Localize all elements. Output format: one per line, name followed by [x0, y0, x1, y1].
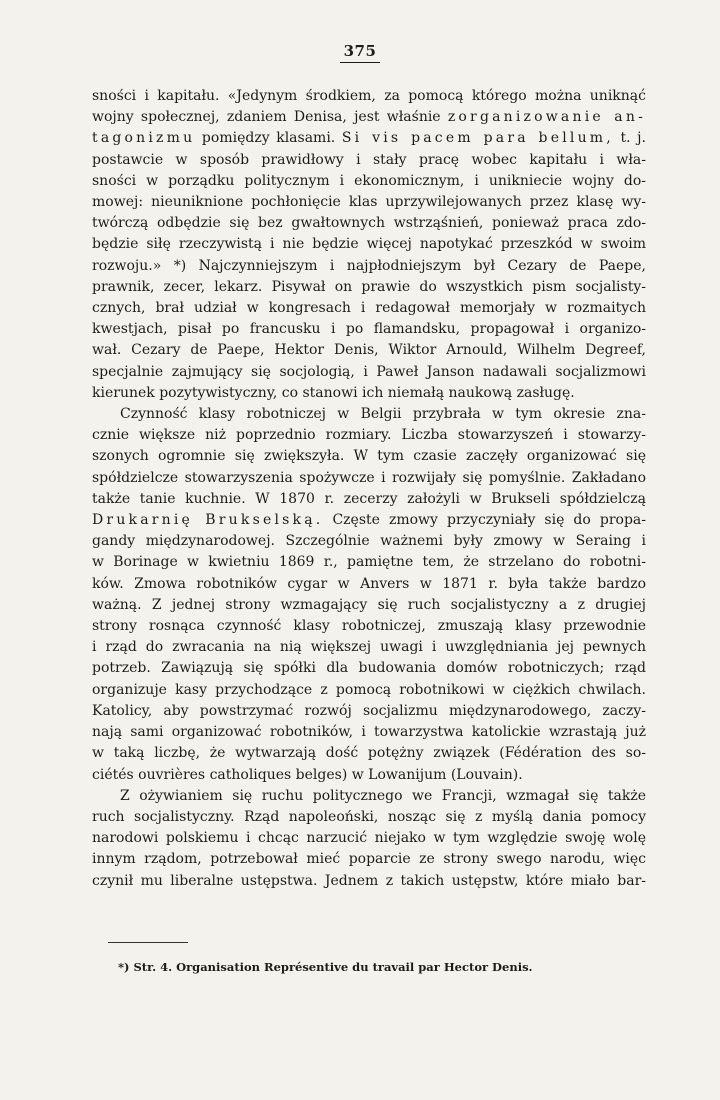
text-line: [92, 531, 646, 552]
line-segment: spółdzielcze stowarzyszenia spożywcze i rozwijały się pomyślnie. Zakładano: [92, 469, 646, 486]
footnote: *) Str. 4. Organisation Représentive du travail par Hector Denis.: [118, 960, 533, 974]
text-line: [92, 616, 646, 637]
line-segment: szonych ogromnie się zwiększyła. W tym czasie zaczęły organizować się: [92, 448, 646, 465]
line-segment: pomiędzy klasami.: [195, 130, 342, 147]
line-segment: w Borinage w kwietniu 1869 r., pamiętne tem, że strzelano do robotni-: [92, 554, 646, 571]
line-segment: narodowi polskiemu i chcąc narzucić niejako w tym względzie swoję wolę: [92, 830, 646, 847]
text-line: [92, 658, 646, 679]
line-segment: organizuje kasy przychodzące z pomocą robotnikowi w ciężkich chwilach.: [92, 681, 646, 698]
text-line: [92, 468, 646, 489]
text-line: [92, 298, 646, 319]
line-segment: cznych, brał udział w kongresach i redagował memorjały w rozmaitych: [92, 300, 646, 317]
paragraph: [92, 786, 646, 892]
text-line: [92, 277, 646, 298]
line-segment: czynił mu liberalne ustępstwa. Jednem z takich ustępstw, które miało bar-: [92, 872, 646, 889]
text-line: [92, 743, 646, 764]
line-segment: gandy międzynarodowej. Szczególnie ważnemi były zmowy w Seraing i: [92, 533, 646, 550]
line-segment: ważną. Z jednej strony wzmagający się ruch socjalistyczny a z drugiej: [92, 596, 646, 613]
line-segment: także tanie kuchnie. W 1870 r. zecerzy założyli w Brukseli spółdzielczą: [92, 490, 646, 507]
line-segment: Czynność klasy robotniczej w Belgii przybrała w tym okresie zna-: [120, 406, 646, 423]
line-segment: nają sami organizować robotników, i towarzystwa katolickie wzrastają już: [92, 724, 646, 741]
text-line: [92, 489, 646, 510]
spaced-emphasis: zorganizowanie an-: [447, 109, 646, 126]
text-line: [92, 171, 646, 192]
line-segment: potrzeb. Zawiązują się spółki dla budowania domów robotniczych; rząd: [92, 660, 646, 677]
text-line: [92, 595, 646, 616]
text-line: [92, 383, 646, 404]
line-segment: specjalnie zajmujący się socjologią, i Paweł Janson nadawali socjalizmowi: [92, 363, 646, 380]
line-segment: rozwoju.» *) Najczynniejszym i najpłodniejszym był Cezary de Paepe,: [92, 257, 646, 274]
line-segment: Z ożywianiem się ruchu politycznego we Francji, wzmagał się także: [120, 787, 646, 804]
line-segment: postawcie w sposób prawidłowy i stały pracę wobec kapitału i wła-: [92, 151, 646, 168]
line-segment: w taką liczbę, że wytwarzają dość potężny związek (Fédération des so-: [92, 745, 646, 762]
line-segment: strony rosnąca czynność klasy robotniczej, zmuszają klasy przewodnie: [92, 618, 646, 635]
line-segment: mowej: nieuniknione pochłonięcie klas uprzywilejowanych przez klasę wy-: [92, 194, 646, 211]
text-line: [92, 446, 646, 467]
spaced-emphasis: Drukarnię Brukselską.: [92, 512, 324, 529]
footnote-divider: [108, 942, 188, 943]
page-number: 375: [0, 42, 720, 63]
text-line: [92, 680, 646, 701]
spaced-emphasis: Si vis pacem para bellum,: [341, 130, 614, 147]
line-segment: wał. Cezary de Paepe, Hektor Denis, Wiktor Arnould, Wilhelm Degreef,: [92, 342, 646, 359]
text-line: [92, 404, 646, 425]
text-line: [92, 807, 646, 828]
paragraph: [92, 86, 646, 404]
line-segment: kwestjach, pisał po francusku i po flamandsku, propagował i organizo-: [92, 321, 646, 338]
text-line: [92, 213, 646, 234]
text-line: [92, 701, 646, 722]
text-line: [92, 234, 646, 255]
text-line: [92, 192, 646, 213]
text-line: [92, 107, 646, 128]
text-line: [92, 256, 646, 277]
line-segment: ciétés ouvrières catholiques belges) w Lowanijum (Louvain).: [92, 766, 523, 783]
spaced-emphasis: tagonizmu: [92, 130, 196, 147]
text-line: [92, 150, 646, 171]
line-segment: ków. Zmowa robotników cygar w Anvers w 1871 r. była także bardzo: [92, 575, 646, 592]
text-line: [92, 425, 646, 446]
text-line: [92, 722, 646, 743]
text-line: [92, 786, 646, 807]
line-segment: i rząd do zwracania na nią większej uwagi i uwzględniania jej pewnych: [92, 639, 646, 656]
text-line: [92, 128, 646, 149]
line-segment: cznie większe niż poprzednio rozmiary. Liczba stowarzyszeń i stowarzy-: [92, 427, 646, 444]
paragraph: [92, 404, 646, 786]
line-segment: sności i kapitału. «Jedynym środkiem, za pomocą którego można uniknąć: [92, 88, 646, 104]
line-segment: twórczą odbędzie się bez gwałtownych wstrząśnień, ponieważ praca zdo-: [92, 215, 646, 232]
text-line: [92, 574, 646, 595]
body-text: [92, 86, 646, 892]
line-segment: kierunek pozytywistyczny, co stanowi ich niemałą naukową zasługę.: [92, 384, 575, 401]
line-segment: innym rządom, potrzebował mieć poparcie ze strony swego narodu, więc: [92, 851, 646, 868]
line-segment: Częste zmowy przyczyniały się do propa-: [323, 512, 646, 529]
text-line: [92, 362, 646, 383]
line-segment: Katolicy, aby powstrzymać rozwój socjalizmu międzynarodowego, zaczy-: [92, 702, 646, 719]
text-line: [92, 637, 646, 658]
text-line: [92, 510, 646, 531]
text-line: [92, 340, 646, 361]
line-segment: sności w porządku politycznym i ekonomicznym, i unikniecie wojny do-: [92, 172, 646, 189]
line-segment: t. j.: [613, 130, 646, 147]
text-line: [92, 319, 646, 340]
line-segment: wojny społecznej, zdaniem Denisa, jest właśnie: [92, 109, 448, 126]
line-segment: ruch socjalistyczny. Rząd napoleoński, nosząc się z myślą dania pomocy: [92, 808, 646, 825]
text-line: [92, 86, 646, 107]
text-line: [92, 765, 646, 786]
text-line: [92, 828, 646, 849]
line-segment: prawnik, zecer, lekarz. Pisywał on prawie do wszystkich pism socjalisty-: [92, 278, 646, 295]
text-line: [92, 849, 646, 870]
text-line: [92, 552, 646, 573]
line-segment: będzie siłę rzeczywistą i nie będzie więcej napotykać przeszkód w swoim: [92, 236, 646, 253]
text-line: [92, 871, 646, 892]
